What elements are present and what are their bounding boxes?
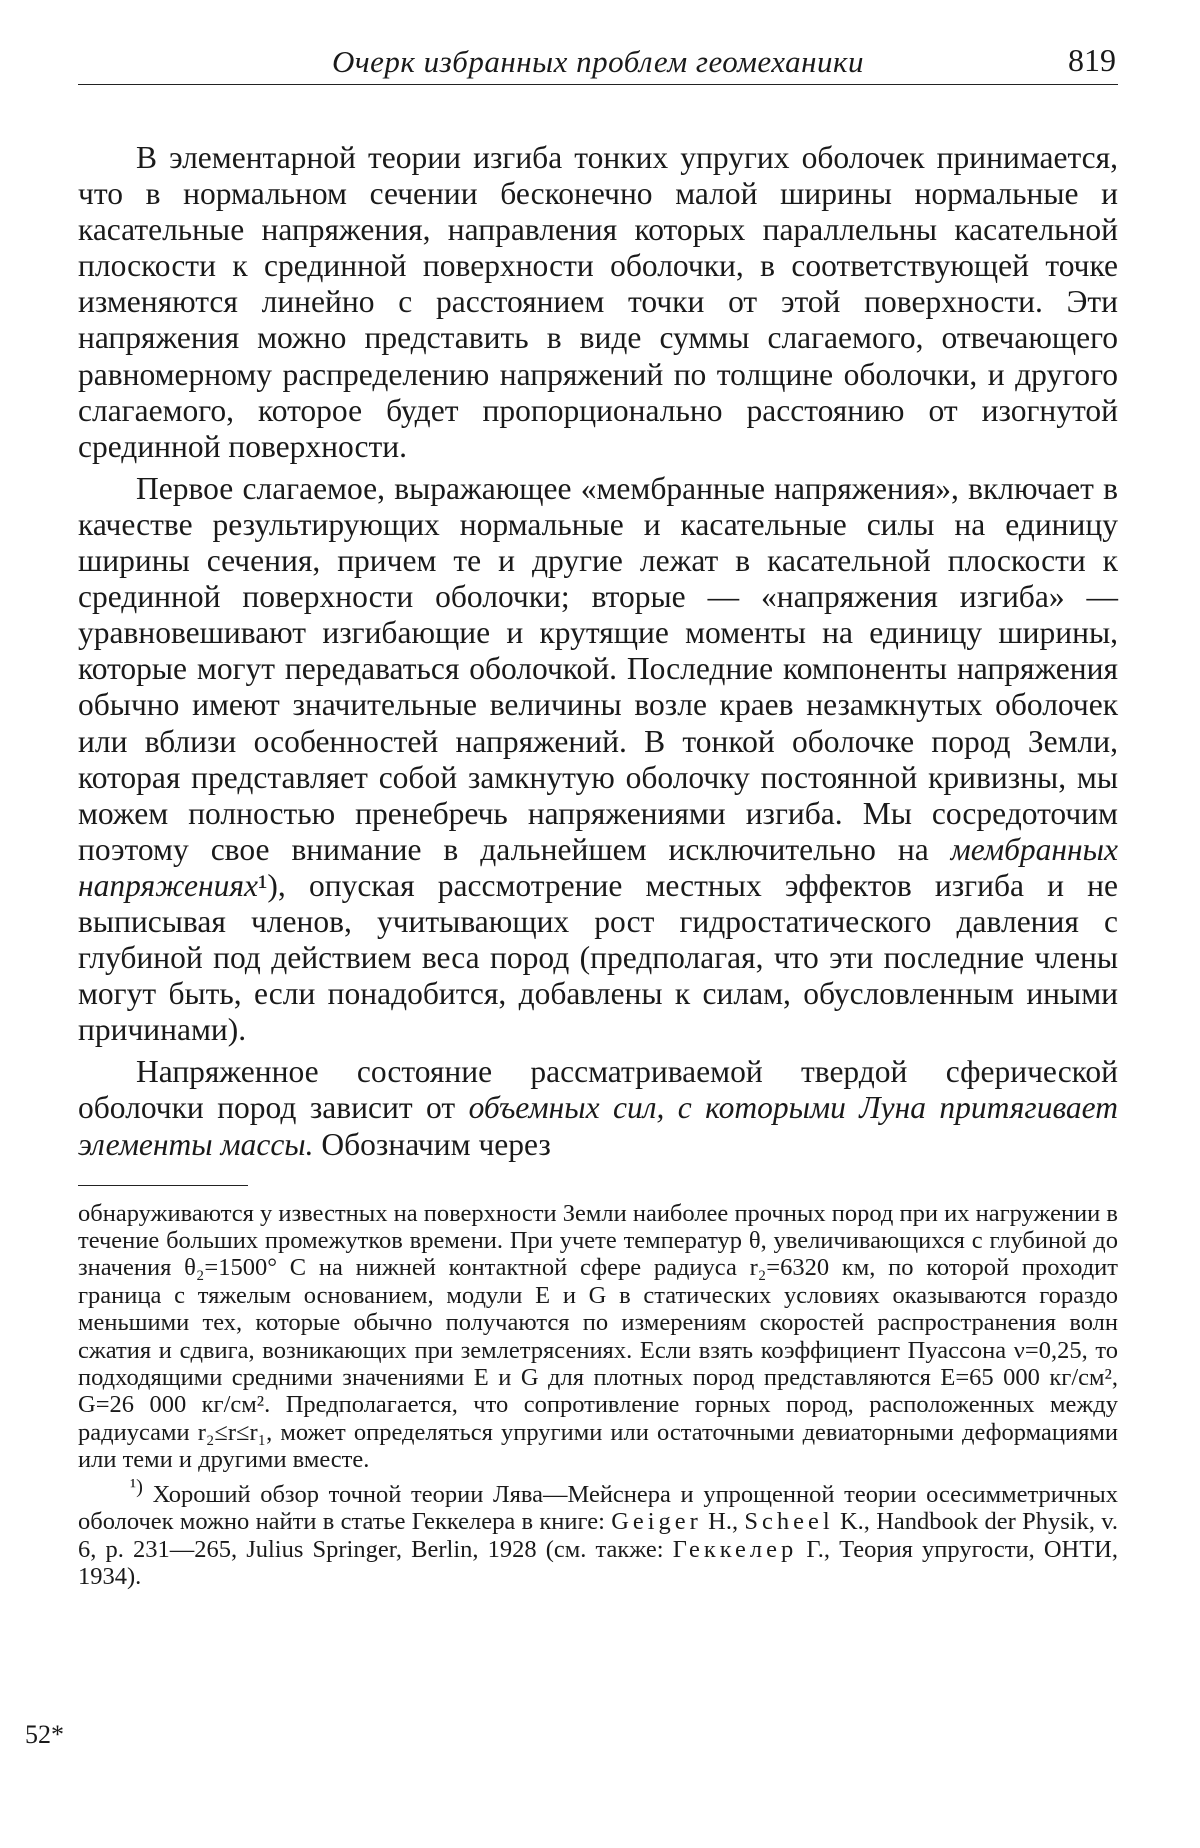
footnote-1	[78, 1474, 1118, 1591]
paragraph-1: В элементарной теории изгиба тонких упругих оболочек принимается, что в нормальном сечении бесконечно малой ширины нормальные и касательные напряжения, направления которых параллельны касательной плоскости к срединной поверхности оболочки, в соответствующей точке изменяются линейно с расстоянием точки от этой поверхности. Эти напряжения можно представить в виде суммы слагаемого, отвечающего равномерному распределению напряжений по толщине оболочки, и другого слагаемого, которое будет пропорционально расстоянию от изогнутой срединной поверхности.	[78, 140, 1118, 464]
paragraph-3	[78, 1054, 1118, 1162]
printer-signature: 52*	[25, 1720, 64, 1749]
footnote-1-text-d: Г., Теория упругости, ОНТИ, 1934).	[78, 1535, 1118, 1591]
footnote-1-text-c: K., Handbook der Physik, v. 6, p. 231—265, Julius Springer, Berlin, 1928 (см. также:	[78, 1508, 1119, 1563]
footnotes	[78, 1200, 1118, 1591]
running-title: Очерк избранных проблем геомеханики	[332, 44, 864, 79]
paragraph-3-emphasis: объемных сил, с которыми Луна притягивает элементы массы.	[78, 1090, 1118, 1162]
footnote-1-text-a: Хороший обзор точной теории Лява—Мейснера и упрощенной теории осесимметричных оболочек можно найти в статье Геккелера в книге:	[78, 1480, 1118, 1536]
paragraph-2-emphasis: мембранных напряжениях	[78, 831, 1118, 903]
footnote-1-author-a: Geiger	[611, 1508, 702, 1536]
page-header	[78, 38, 1118, 85]
paragraph-2-rest: ¹), опуская рассмотрение местных эффектов изгиба и не выписывая членов, учитывающих рост гидростатического давления с глубиной под действием веса пород (предполагая, что эти последние члены могут быть, если понадобится, добавлены к силам, обусловленным иными причинами).	[78, 867, 1118, 1048]
paragraph-2-text: Первое слагаемое, выражающее «мембранные напряжения», включает в качестве результирующих нормальные и касательные силы на единицу ширины сечения, причем те и другие лежат в касательной плоскости к срединной поверхности оболочки; вторые — «напряжения изгиба» — уравновешивают изгибающие и крутящие моменты на единицу ширины, которые могут передаваться оболочкой. Последние компоненты напряжения обычно имеют значительные величины возле краев незамкнутых оболочек или вблизи особенностей напряжений. В тонкой оболочке пород Земли, которая представляет собой замкнутую оболочку постоянной кривизны, мы можем полностью пренебречь напряжениями изгиба. Мы сосредоточим поэтому свое внимание в дальнейшем исключительно на	[78, 470, 1118, 867]
footnote-continued: обнаруживаются у известных на поверхности Земли наиболее прочных пород при их нагружении в течение больших промежутков времени. При учете температур θ, увеличивающихся с глубиной до значения θ₂=1500° С на нижней контактной сфере радиуса r₂=6320 км, по которой проходит граница с тяжелым основанием, модули E и G в статических условиях оказываются гораздо меньшими тех, которые обычно получаются по измерениям скоростей распространения волн сжатия и сдвига, возникающих при землетрясениях. Если взять коэффициент Пуассона ν=0,25, то подходящими средними значениями E и G для плотных пород представляются E=65 000 кг/см², G=26 000 кг/см². Предполагается, что сопротивление горных пород, расположенных между радиусами r₂≤r≤r₁, может определяться упругими или остаточными девиаторными деформациями или теми и другими вместе.	[78, 1199, 1118, 1474]
footnote-1-text-b: H.,	[701, 1508, 745, 1536]
page-number: 819	[1068, 42, 1116, 78]
paragraph-2	[78, 471, 1118, 1049]
paragraph-3-text: Напряженное состояние рассматриваемой твердой сферической оболочки пород зависит от	[78, 1054, 1118, 1126]
footnote-1-marker: ¹)	[130, 1475, 143, 1498]
footnote-1-author-b: Scheel	[744, 1508, 834, 1536]
paragraph-3-rest: Обозначим через	[313, 1126, 551, 1162]
footnote-1-author-c: Геккелер	[672, 1535, 798, 1563]
footnote-divider	[78, 1185, 248, 1186]
book-page	[78, 38, 1118, 1818]
main-text	[78, 140, 1118, 1163]
